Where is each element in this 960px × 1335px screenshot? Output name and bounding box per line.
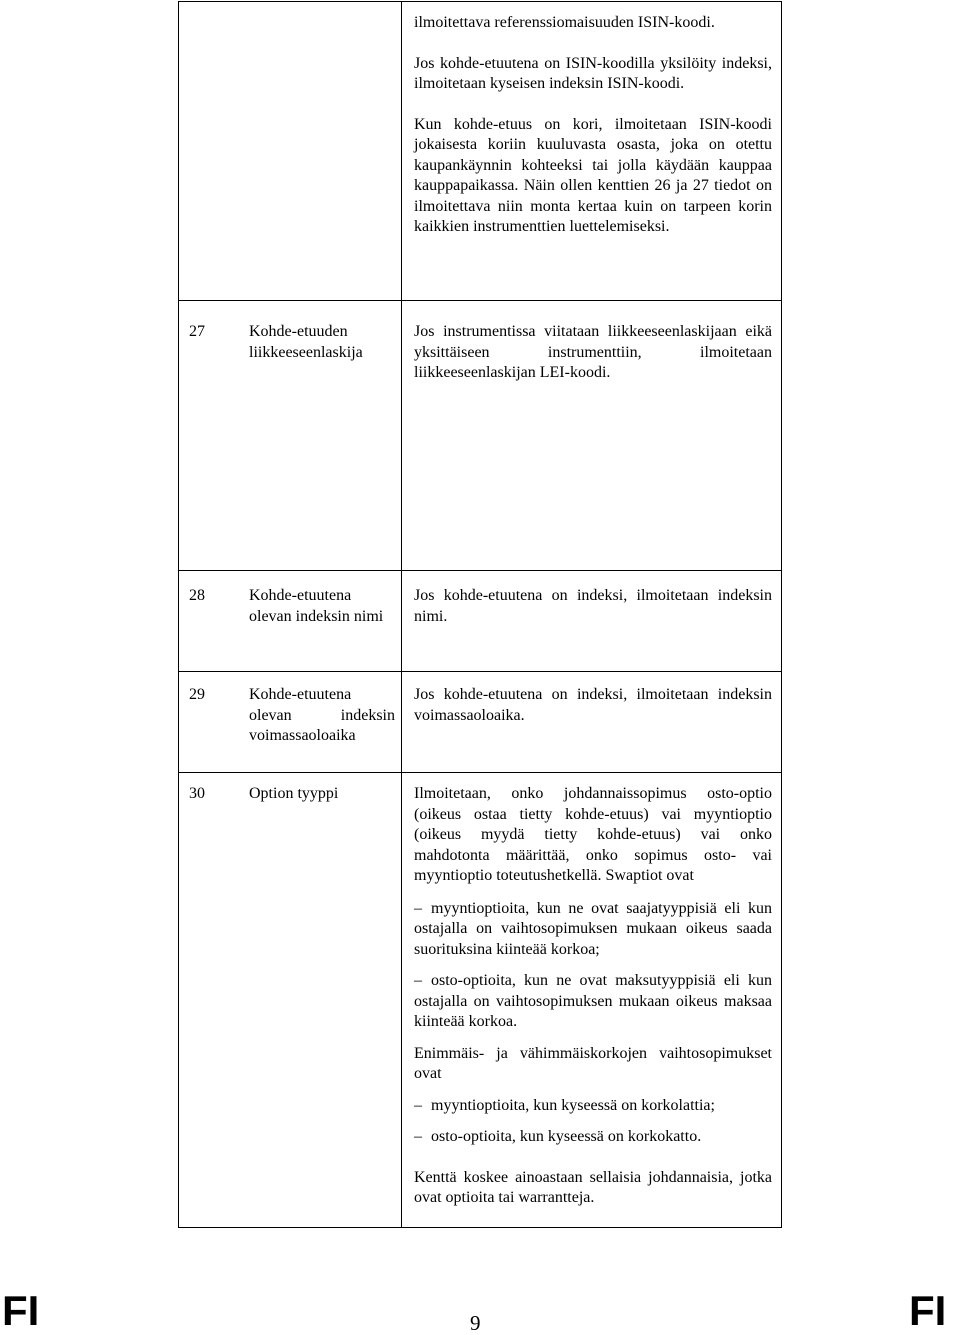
dash-bullet: – bbox=[414, 899, 422, 917]
continuation-paragraph: Jos kohde-etuutena on ISIN-koodilla yksilöity indeksi, ilmoitetaan kyseisen indeksin ISIN-koodi. bbox=[414, 54, 772, 92]
field-description: Jos instrumentissa viitataan liikkeeseenlaskijaan eikä yksittäiseen instrumenttiin, ilmoitetaan liikkeeseenlaskijan LEI-koodi. bbox=[414, 323, 772, 381]
field-description bbox=[414, 784, 772, 1209]
field-name: Option tyyppi bbox=[249, 785, 339, 802]
row-divider bbox=[179, 772, 781, 773]
footer-language-right: FI bbox=[909, 1287, 947, 1334]
field-name: Kohde-etuutena olevan indeksin nimi bbox=[249, 587, 384, 625]
continuation-description bbox=[414, 13, 772, 238]
list-item bbox=[414, 1127, 772, 1148]
row-number: 28 bbox=[189, 587, 205, 604]
continuation-paragraph: Kun kohde-etuus on kori, ilmoitetaan ISIN-koodi jokaisesta koriin kuuluvasta osasta, joka on otettu kaupankäynnin kohteeksi tai jolla käydään kauppaa kauppapaikassa. Näin ollen kenttien 26 ja 27 tiedot on ilmoitettava niin monta kertaa kuin on tarpeen korin kaikkien instrumenttien luettelemiseksi. bbox=[414, 115, 772, 235]
row-divider bbox=[179, 671, 781, 672]
column-divider bbox=[401, 2, 402, 1227]
row-divider bbox=[179, 300, 781, 301]
row-number: 30 bbox=[189, 785, 205, 802]
footer-language-left: FI bbox=[2, 1287, 40, 1334]
row-number: 29 bbox=[189, 686, 205, 703]
description-paragraph: Ilmoitetaan, onko johdannaissopimus osto-optio (oikeus ostaa tietty kohde-etuus) vai myyntioptio (oikeus myydä tietty kohde-etuus) vai onko mahdotonta määrittää, onko sopimus osto- vai myyntioptio toteutushetkellä. Swaptiot ovat bbox=[414, 785, 772, 884]
list-item bbox=[414, 899, 772, 961]
field-name: Kohde-etuuden liikkeeseenlaskija bbox=[249, 323, 363, 361]
list-item-text: osto-optioita, kun ne ovat maksutyyppisiä eli kun ostajalla on vaihtosopimuksen mukaan oikeus maksaa kiinteää korkoa. bbox=[414, 972, 772, 1030]
list-item bbox=[414, 971, 772, 1033]
dash-bullet: – bbox=[414, 1096, 422, 1114]
list-item-text: osto-optioita, kun kyseessä on korkokatto. bbox=[431, 1128, 702, 1145]
list-item-text: myyntioptioita, kun ne ovat saajatyyppisiä eli kun ostajalla on vaihtosopimuksen mukaan oikeus saada suorituksina kiinteää korkoa; bbox=[414, 899, 772, 958]
description-paragraph: Enimmäis- ja vähimmäiskorkojen vaihtosopimukset ovat bbox=[414, 1044, 772, 1082]
row-number: 27 bbox=[189, 323, 205, 340]
row-divider bbox=[179, 570, 781, 571]
field-description: Jos kohde-etuutena on indeksi, ilmoitetaan indeksin voimassaoloaika. bbox=[414, 686, 772, 724]
field-name: Kohde-etuutena olevan indeksin voimassaoloaika bbox=[249, 686, 395, 744]
continuation-paragraph: ilmoitettava referenssiomaisuuden ISIN-koodi. bbox=[414, 14, 715, 31]
dash-bullet: – bbox=[414, 1128, 422, 1145]
field-description: Jos kohde-etuutena on indeksi, ilmoitetaan indeksin nimi. bbox=[414, 587, 772, 625]
list-item bbox=[414, 1096, 772, 1117]
dash-bullet: – bbox=[414, 972, 422, 989]
page-number: 9 bbox=[470, 1311, 481, 1335]
list-item-text: myyntioptioita, kun kyseessä on korkolattia; bbox=[431, 1096, 715, 1114]
fields-table bbox=[178, 1, 782, 1228]
description-paragraph: Kenttä koskee ainoastaan sellaisia johdannaisia, jotka ovat optioita tai warrantteja. bbox=[414, 1168, 772, 1206]
